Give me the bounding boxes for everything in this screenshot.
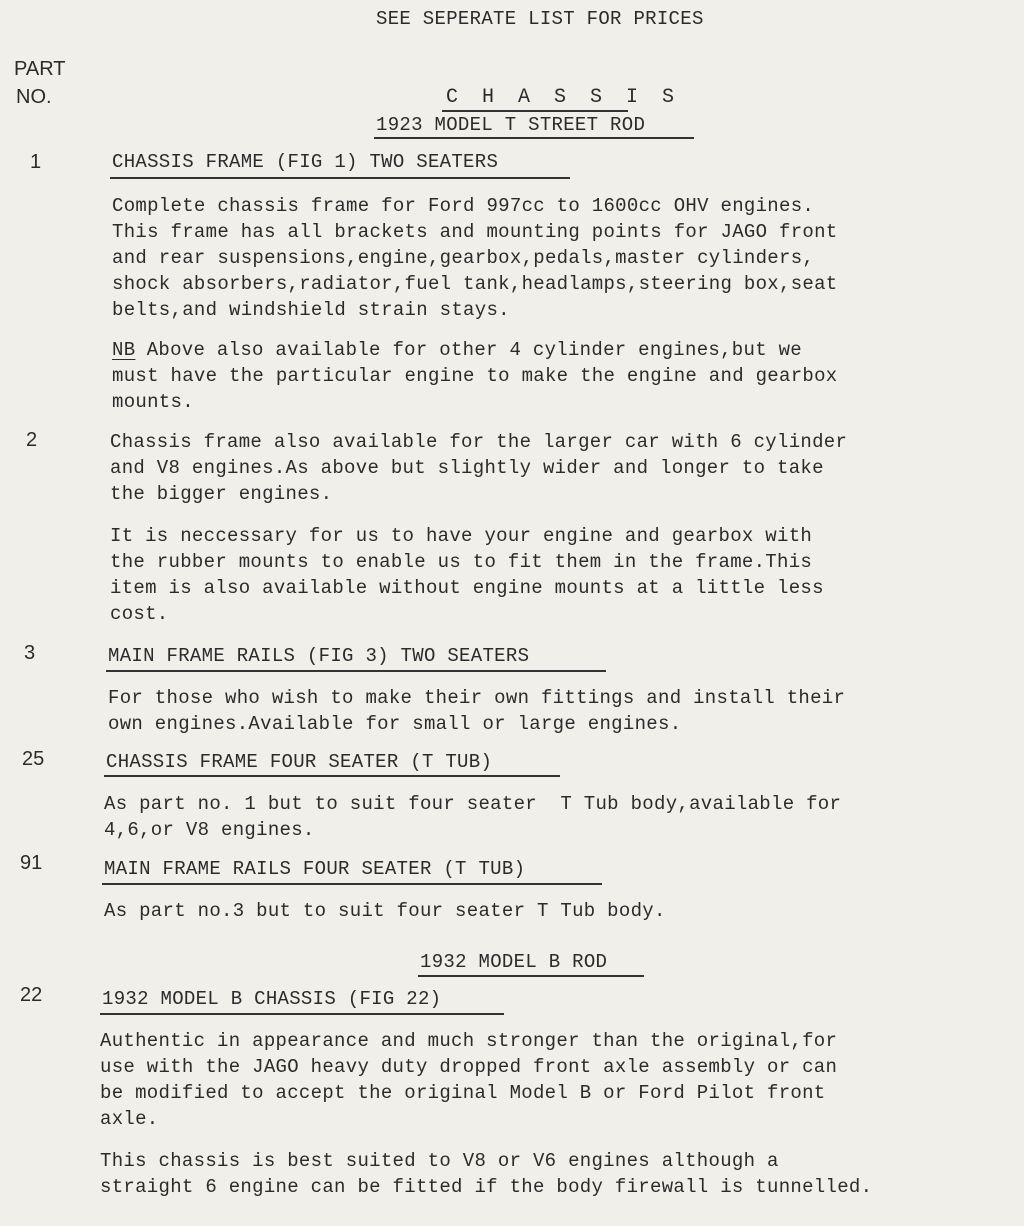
item-heading-underline [106, 670, 606, 672]
item-heading: MAIN FRAME RAILS (FIG 3) TWO SEATERS [108, 645, 530, 667]
nb-text-line: must have the particular engine to make the engine and gearbox [112, 365, 838, 387]
item-heading-underline [102, 883, 602, 885]
item-description-line: 4,6,or V8 engines. [104, 819, 315, 841]
part-number: 3 [24, 642, 36, 664]
section-subtitle-underline [374, 137, 694, 139]
item-heading-underline [104, 775, 560, 777]
item-description-line: and V8 engines.As above but slightly wider and longer to take [110, 457, 824, 479]
item-description-line: As part no.3 but to suit four seater T Tub body. [104, 900, 666, 922]
item-heading-underline [100, 1013, 504, 1015]
item-description-line: item is also available without engine mounts at a little less [110, 577, 824, 599]
item-description-line: shock absorbers,radiator,fuel tank,headlamps,steering box,seat [112, 273, 838, 295]
item-heading: CHASSIS FRAME FOUR SEATER (T TUB) [106, 751, 493, 773]
item-description-line: belts,and windshield strain stays. [112, 299, 510, 321]
section-title: C H A S S I S [446, 86, 681, 109]
nb-text-line: mounts. [112, 391, 194, 413]
nb-text-line: Above also available for other 4 cylinder engines,but we [135, 339, 803, 361]
item-description-line: Chassis frame also available for the larger car with 6 cylinder [110, 431, 848, 453]
nb-label: NB [112, 339, 136, 361]
item-description-line: This frame has all brackets and mounting points for JAGO front [112, 221, 838, 243]
section-subtitle: 1923 MODEL T STREET ROD [376, 114, 646, 136]
part-number: 2 [26, 429, 38, 451]
part-number: 25 [22, 748, 45, 770]
part-number: 1 [30, 151, 42, 173]
item-description-line: be modified to accept the original Model B or Ford Pilot front [100, 1082, 826, 1104]
item-description-line: As part no. 1 but to suit four seater T Tub body,available for [104, 793, 842, 815]
part-label: PART [14, 58, 66, 80]
item-description-line: and rear suspensions,engine,gearbox,pedals,master cylinders, [112, 247, 815, 269]
item-heading-underline [110, 177, 570, 179]
part-number: 22 [20, 984, 43, 1006]
part-number: 91 [20, 852, 43, 874]
item-description-line: Complete chassis frame for Ford 997cc to 1600cc OHV engines. [112, 195, 815, 217]
item-heading: 1932 MODEL B CHASSIS (FIG 22) [102, 988, 442, 1010]
item-description-line: It is neccessary for us to have your engine and gearbox with [110, 525, 813, 547]
item-description-line: This chassis is best suited to V8 or V6 engines although a [100, 1150, 779, 1172]
section-title-underline [442, 110, 628, 112]
section-subtitle-underline [418, 975, 644, 977]
item-heading: CHASSIS FRAME (FIG 1) TWO SEATERS [112, 151, 499, 173]
item-description-line: the bigger engines. [110, 483, 333, 505]
item-description-line: axle. [100, 1108, 159, 1130]
item-description-line: own engines.Available for small or large engines. [108, 713, 682, 735]
item-heading: MAIN FRAME RAILS FOUR SEATER (T TUB) [104, 858, 526, 880]
item-description-line: For those who wish to make their own fittings and install their [108, 687, 846, 709]
no-label: NO. [16, 86, 52, 108]
item-description-line: use with the JAGO heavy duty dropped front axle assembly or can [100, 1056, 838, 1078]
item-description-line: cost. [110, 603, 169, 625]
item-description-line: the rubber mounts to enable us to fit them in the frame.This [110, 551, 813, 573]
item-description-line: Authentic in appearance and much stronger than the original,for [100, 1030, 838, 1052]
price-note: SEE SEPERATE LIST FOR PRICES [376, 8, 704, 30]
item-description-line: straight 6 engine can be fitted if the body firewall is tunnelled. [100, 1176, 873, 1198]
section-subtitle: 1932 MODEL B ROD [420, 951, 608, 973]
